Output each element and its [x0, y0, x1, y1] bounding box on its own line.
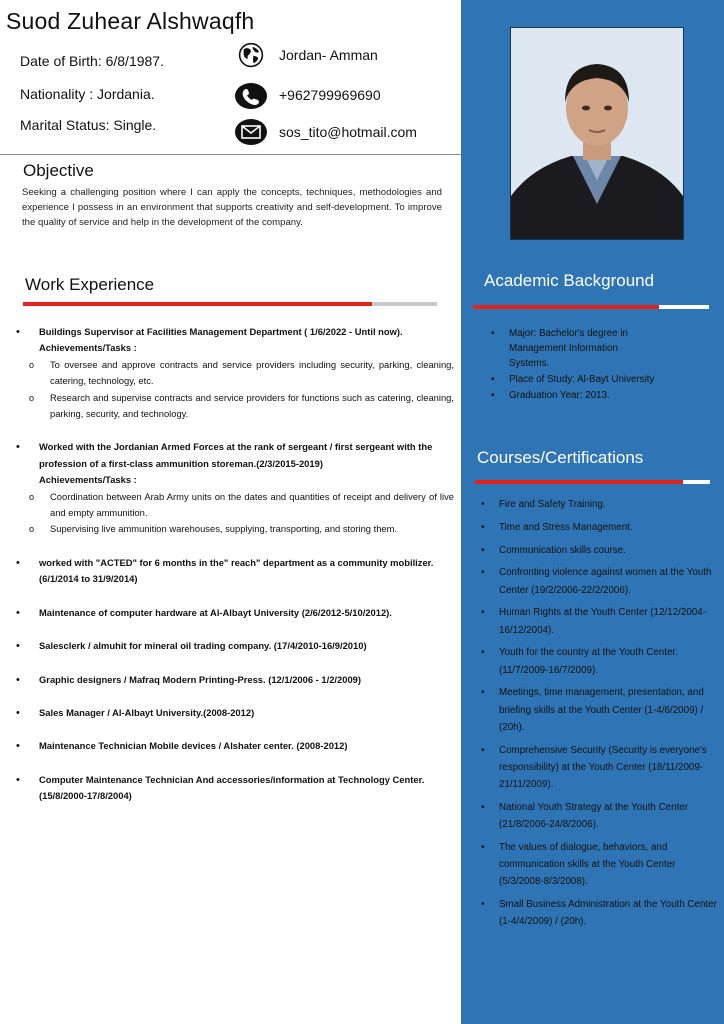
globe-icon [235, 42, 267, 68]
job-achievements-label: Achievements/Tasks : [39, 474, 137, 486]
date-of-birth: Date of Birth: 6/8/1987. [20, 53, 164, 69]
job-title: • Sales Manager / Al-Albayt University.(2008-2012) [39, 706, 255, 718]
course-item: • The values of dialogue, behaviors, and communication skills at the Youth Center (5/3/2008-8/3/2008). [478, 839, 718, 891]
profile-photo [510, 27, 684, 240]
task-item: o Supervising live ammunition warehouses, supplying, transporting, and storing them. [39, 521, 454, 537]
job-title: • worked with "ACTED" for 6 months in the" reach" department as a community mobilizer.(6/1/2014 to 31/9/2014) [39, 556, 434, 585]
work-experience-list [14, 324, 454, 822]
email-text[interactable]: sos_tito@hotmail.com [279, 124, 417, 140]
job-item [14, 705, 454, 721]
courses-list [478, 496, 718, 936]
academic-item: • Major: Bachelor's degree in Management Information Systems. [488, 326, 658, 371]
course-item: • Comprehensive Security (Security is everyone's responsibility) at the Youth Center (18/11/2009-21/11/2009). [478, 742, 718, 794]
academic-bar [473, 305, 709, 309]
job-title: • Computer Maintenance Technician And accessories/information at Technology Center. (15/8/2000-17/8/2004) [39, 773, 425, 802]
course-item: • Youth for the country at the Youth Center. (11/7/2009-16/7/2009). [478, 644, 718, 678]
academic-item: • Place of Study: Al-Bayt University [488, 372, 658, 387]
courses-bar [475, 480, 710, 484]
course-item: • Confronting violence against women at the Youth Center (19/2/2006-22/2/2006). [478, 564, 718, 598]
job-title: • Salesclerk / almuhit for mineral oil trading company. (17/4/2010-16/9/2010) [39, 640, 367, 652]
phone-text[interactable]: +962799969690 [279, 87, 381, 103]
job-item [14, 738, 454, 754]
job-title: • Buildings Supervisor at Facilities Management Department ( 1/6/2022 - Until now). [39, 326, 403, 337]
course-item: • Communication skills course. [478, 542, 718, 559]
course-item: • Time and Stress Management. [478, 519, 718, 536]
job-item [14, 439, 454, 537]
job-item [14, 324, 454, 422]
header-divider [0, 154, 461, 155]
work-experience-bar [23, 302, 437, 306]
course-item: • National Youth Strategy at the Youth Center (21/8/2006-24/8/2006). [478, 799, 718, 833]
job-achievements-label: Achievements/Tasks : [39, 342, 137, 354]
task-item: o Coordination between Arab Army units on the dates and quantities of receipt and delivery of live and empty ammunition. [39, 489, 454, 522]
task-item: o To oversee and approve contracts and service providers including security, parking, cleaning, catering, technology, etc. [39, 357, 454, 390]
academic-item: • Graduation Year: 2013. [488, 388, 658, 403]
marital-status: Marital Status: Single. [20, 117, 157, 133]
academic-heading: Academic Background [484, 271, 655, 290]
task-list [39, 489, 454, 538]
job-item [14, 772, 454, 805]
job-item [14, 638, 454, 654]
course-item: • Meetings, time management, presentation, and briefing skills at the Youth Center (1-4/6/2009) / (20h). [478, 684, 718, 736]
course-item: • Small Business Administration at the Youth Center (1-4/4/2009) / (20h). [478, 896, 718, 930]
objective-text: Seeking a challenging position where I can apply the concepts, techniques, methodologies and experience I possess in an environment that supports creativity and self-development. To improve the quality of service and help in the development of the company. [22, 187, 442, 228]
job-item [14, 672, 454, 688]
nationality: Nationality : Jordania. [20, 86, 155, 102]
phone-icon [235, 83, 267, 109]
academic-list [488, 326, 658, 404]
job-title: • Maintenance of computer hardware at Al-Albayt University (2/6/2012-5/10/2012). [39, 606, 392, 618]
job-item [14, 605, 454, 621]
task-item: o Research and supervise contracts and service providers for functions such as catering, cleaning, parking, security, and technology. [39, 390, 454, 423]
task-list [39, 357, 454, 423]
course-item: • Human Rights at the Youth Center (12/12/2004-16/12/2004). [478, 604, 718, 638]
job-title: • Maintenance Technician Mobile devices / Alshater center. (2008-2012) [39, 740, 348, 752]
job-title: • Worked with the Jordanian Armed Forces at the rank of sergeant / first sergeant with the profession of a first-class ammunition storeman.(2/3/2015-2019) [39, 441, 433, 469]
candidate-name: Suod Zuhear Alshwaqfh [6, 8, 255, 34]
location-text: Jordan- Amman [279, 47, 378, 63]
work-experience-heading: Work Experience [25, 275, 155, 294]
job-item [14, 555, 454, 588]
course-item: • Fire and Safety Training. [478, 496, 718, 513]
job-title: • Graphic designers / Mafraq Modern Printing-Press. (12/1/2006 - 1/2/2009) [39, 673, 361, 685]
objective-heading: Objective [23, 161, 94, 180]
envelope-icon [235, 119, 267, 145]
profile-photo-illustration [511, 28, 683, 239]
courses-heading: Courses/Certifications [477, 448, 644, 467]
